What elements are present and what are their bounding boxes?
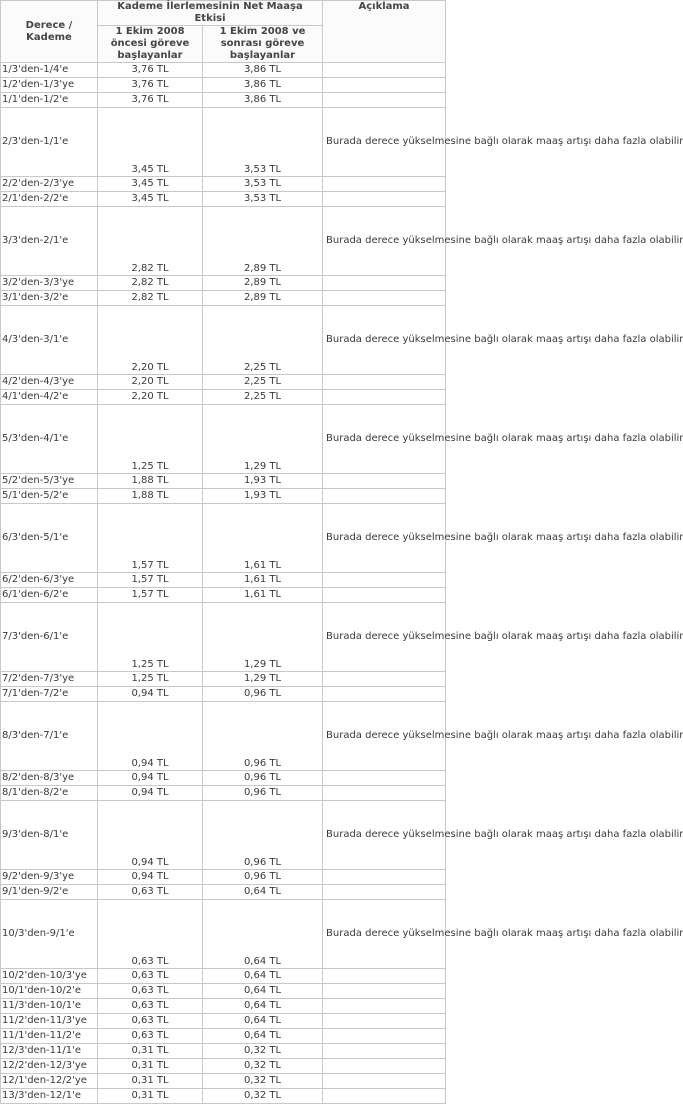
cell-derece-kademe: 2/3'den-1/1'e [1, 108, 98, 177]
cell-aciklama [323, 573, 446, 588]
cell-before-2008: 1,57 TL [98, 504, 203, 573]
cell-derece-kademe: 3/1'den-3/2'e [1, 291, 98, 306]
cell-aciklama [323, 276, 446, 291]
table-row [1, 276, 446, 291]
table-row [1, 588, 446, 603]
cell-aciklama [323, 192, 446, 207]
table-row [1, 108, 446, 177]
cell-aciklama [323, 1014, 446, 1029]
cell-derece-kademe: 2/2'den-2/3'ye [1, 177, 98, 192]
cell-aciklama [323, 1059, 446, 1074]
cell-aciklama: Burada derece yükselmesine bağlı olarak maaş artışı daha fazla olabilir [323, 306, 446, 375]
cell-after-2008: 2,89 TL [203, 276, 323, 291]
cell-after-2008: 0,96 TL [203, 687, 323, 702]
table-row [1, 405, 446, 474]
table-row [1, 63, 446, 78]
cell-before-2008: 2,82 TL [98, 276, 203, 291]
table-row [1, 702, 446, 771]
cell-before-2008: 1,57 TL [98, 573, 203, 588]
cell-before-2008: 0,63 TL [98, 999, 203, 1014]
cell-after-2008: 0,64 TL [203, 999, 323, 1014]
table-row [1, 1029, 446, 1044]
table-row [1, 78, 446, 93]
cell-before-2008: 3,45 TL [98, 192, 203, 207]
cell-before-2008: 0,63 TL [98, 1014, 203, 1029]
cell-aciklama [323, 984, 446, 999]
cell-aciklama [323, 870, 446, 885]
header-after-2008: 1 Ekim 2008 ve sonrası göreve başlayanlar [203, 26, 323, 63]
cell-aciklama: Burada derece yükselmesine bağlı olarak maaş artışı daha fazla olabilir [323, 801, 446, 870]
cell-before-2008: 2,20 TL [98, 390, 203, 405]
cell-after-2008: 1,93 TL [203, 489, 323, 504]
cell-before-2008: 0,63 TL [98, 1029, 203, 1044]
table-row [1, 999, 446, 1014]
cell-derece-kademe: 8/3'den-7/1'e [1, 702, 98, 771]
cell-before-2008: 3,76 TL [98, 93, 203, 108]
table-row [1, 687, 446, 702]
cell-before-2008: 0,31 TL [98, 1044, 203, 1059]
cell-after-2008: 3,53 TL [203, 192, 323, 207]
cell-aciklama [323, 78, 446, 93]
cell-before-2008: 0,63 TL [98, 969, 203, 984]
table-row [1, 93, 446, 108]
table-body [1, 63, 683, 1104]
table-row [1, 375, 446, 390]
cell-derece-kademe: 6/1'den-6/2'e [1, 588, 98, 603]
cell-after-2008: 1,61 TL [203, 573, 323, 588]
table-row [1, 291, 446, 306]
cell-aciklama: Burada derece yükselmesine bağlı olarak maaş artışı daha fazla olabilir [323, 207, 446, 276]
cell-aciklama [323, 291, 446, 306]
cell-derece-kademe: 12/2'den-12/3'ye [1, 1059, 98, 1074]
cell-before-2008: 0,94 TL [98, 801, 203, 870]
cell-derece-kademe: 2/1'den-2/2'e [1, 192, 98, 207]
cell-before-2008: 3,76 TL [98, 63, 203, 78]
cell-before-2008: 0,94 TL [98, 702, 203, 771]
cell-after-2008: 0,32 TL [203, 1089, 323, 1104]
cell-aciklama [323, 885, 446, 900]
cell-derece-kademe: 3/2'den-3/3'ye [1, 276, 98, 291]
cell-before-2008: 0,31 TL [98, 1074, 203, 1089]
cell-derece-kademe: 8/1'den-8/2'e [1, 786, 98, 801]
cell-derece-kademe: 4/1'den-4/2'e [1, 390, 98, 405]
cell-after-2008: 1,93 TL [203, 474, 323, 489]
cell-derece-kademe: 11/1'den-11/2'e [1, 1029, 98, 1044]
cell-after-2008: 0,96 TL [203, 870, 323, 885]
cell-aciklama [323, 63, 446, 78]
cell-derece-kademe: 5/3'den-4/1'e [1, 405, 98, 474]
cell-before-2008: 1,25 TL [98, 672, 203, 687]
cell-after-2008: 0,64 TL [203, 1014, 323, 1029]
header-before-2008: 1 Ekim 2008 öncesi göreve başlayanlar [98, 26, 203, 63]
cell-after-2008: 0,96 TL [203, 801, 323, 870]
cell-aciklama [323, 474, 446, 489]
table-row [1, 1059, 446, 1074]
header-aciklama: Açıklama [323, 1, 446, 63]
cell-aciklama [323, 177, 446, 192]
cell-before-2008: 0,94 TL [98, 870, 203, 885]
cell-derece-kademe: 5/1'den-5/2'e [1, 489, 98, 504]
cell-before-2008: 0,94 TL [98, 786, 203, 801]
header-net-salary-effect: Kademe İlerlemesinin Net Maaşa Etkisi [98, 1, 323, 26]
table-row [1, 474, 446, 489]
cell-derece-kademe: 4/3'den-3/1'e [1, 306, 98, 375]
table-row [1, 603, 446, 672]
table-row [1, 771, 446, 786]
cell-after-2008: 2,25 TL [203, 390, 323, 405]
cell-derece-kademe: 7/1'den-7/2'e [1, 687, 98, 702]
cell-after-2008: 0,64 TL [203, 984, 323, 999]
cell-before-2008: 0,63 TL [98, 984, 203, 999]
cell-derece-kademe: 1/1'den-1/2'e [1, 93, 98, 108]
table-row [1, 306, 446, 375]
cell-aciklama [323, 1029, 446, 1044]
cell-before-2008: 3,76 TL [98, 78, 203, 93]
cell-after-2008: 0,32 TL [203, 1059, 323, 1074]
cell-aciklama [323, 375, 446, 390]
cell-aciklama [323, 1044, 446, 1059]
cell-after-2008: 0,64 TL [203, 900, 323, 969]
cell-derece-kademe: 10/2'den-10/3'ye [1, 969, 98, 984]
cell-aciklama: Burada derece yükselmesine bağlı olarak maaş artışı daha fazla olabilir [323, 603, 446, 672]
cell-before-2008: 0,31 TL [98, 1059, 203, 1074]
cell-before-2008: 1,25 TL [98, 405, 203, 474]
table-row [1, 192, 446, 207]
cell-before-2008: 0,31 TL [98, 1089, 203, 1104]
cell-aciklama [323, 489, 446, 504]
cell-aciklama [323, 672, 446, 687]
cell-after-2008: 0,64 TL [203, 1029, 323, 1044]
cell-after-2008: 0,96 TL [203, 702, 323, 771]
cell-derece-kademe: 10/1'den-10/2'e [1, 984, 98, 999]
cell-before-2008: 0,94 TL [98, 687, 203, 702]
cell-after-2008: 0,32 TL [203, 1044, 323, 1059]
header-derece-kademe: Derece / Kademe [1, 1, 98, 63]
cell-aciklama [323, 786, 446, 801]
table-row [1, 1089, 446, 1104]
cell-after-2008: 1,61 TL [203, 504, 323, 573]
cell-derece-kademe: 7/3'den-6/1'e [1, 603, 98, 672]
cell-derece-kademe: 4/2'den-4/3'ye [1, 375, 98, 390]
cell-aciklama [323, 999, 446, 1014]
cell-after-2008: 0,64 TL [203, 969, 323, 984]
cell-after-2008: 2,89 TL [203, 291, 323, 306]
cell-before-2008: 1,25 TL [98, 603, 203, 672]
cell-derece-kademe: 9/1'den-9/2'e [1, 885, 98, 900]
cell-before-2008: 2,82 TL [98, 207, 203, 276]
cell-after-2008: 0,32 TL [203, 1074, 323, 1089]
cell-after-2008: 3,53 TL [203, 177, 323, 192]
cell-after-2008: 2,25 TL [203, 375, 323, 390]
cell-before-2008: 0,63 TL [98, 900, 203, 969]
cell-after-2008: 0,64 TL [203, 885, 323, 900]
cell-before-2008: 2,20 TL [98, 306, 203, 375]
table-row [1, 801, 446, 870]
cell-derece-kademe: 9/2'den-9/3'ye [1, 870, 98, 885]
cell-aciklama: Burada derece yükselmesine bağlı olarak maaş artışı daha fazla olabilir [323, 900, 446, 969]
table-row [1, 390, 446, 405]
cell-after-2008: 0,96 TL [203, 786, 323, 801]
cell-after-2008: 2,89 TL [203, 207, 323, 276]
cell-aciklama [323, 390, 446, 405]
cell-before-2008: 3,45 TL [98, 108, 203, 177]
cell-before-2008: 1,57 TL [98, 588, 203, 603]
cell-derece-kademe: 11/2'den-11/3'ye [1, 1014, 98, 1029]
cell-derece-kademe: 3/3'den-2/1'e [1, 207, 98, 276]
cell-aciklama [323, 588, 446, 603]
cell-before-2008: 3,45 TL [98, 177, 203, 192]
cell-aciklama [323, 771, 446, 786]
cell-before-2008: 1,88 TL [98, 474, 203, 489]
table-row [1, 489, 446, 504]
cell-aciklama [323, 1089, 446, 1104]
cell-derece-kademe: 8/2'den-8/3'ye [1, 771, 98, 786]
table-row [1, 1044, 446, 1059]
table-row [1, 900, 446, 969]
cell-after-2008: 1,29 TL [203, 672, 323, 687]
cell-before-2008: 1,88 TL [98, 489, 203, 504]
cell-after-2008: 1,29 TL [203, 405, 323, 474]
cell-derece-kademe: 12/3'den-11/1'e [1, 1044, 98, 1059]
table-row [1, 969, 446, 984]
table-row [1, 870, 446, 885]
cell-before-2008: 0,94 TL [98, 771, 203, 786]
cell-after-2008: 1,61 TL [203, 588, 323, 603]
cell-aciklama: Burada derece yükselmesine bağlı olarak maaş artışı daha fazla olabilir [323, 702, 446, 771]
cell-after-2008: 0,96 TL [203, 771, 323, 786]
header-row-1 [1, 1, 446, 26]
cell-after-2008: 1,29 TL [203, 603, 323, 672]
cell-aciklama: Burada derece yükselmesine bağlı olarak maaş artışı daha fazla olabilir [323, 108, 446, 177]
table-row [1, 984, 446, 999]
cell-derece-kademe: 9/3'den-8/1'e [1, 801, 98, 870]
cell-aciklama: Burada derece yükselmesine bağlı olarak maaş artışı daha fazla olabilir [323, 504, 446, 573]
cell-after-2008: 2,25 TL [203, 306, 323, 375]
cell-aciklama [323, 687, 446, 702]
cell-derece-kademe: 12/1'den-12/2'ye [1, 1074, 98, 1089]
cell-derece-kademe: 5/2'den-5/3'ye [1, 474, 98, 489]
cell-aciklama [323, 969, 446, 984]
table-row [1, 573, 446, 588]
table-row [1, 786, 446, 801]
table-row [1, 177, 446, 192]
table-row [1, 207, 446, 276]
cell-aciklama [323, 1074, 446, 1089]
cell-derece-kademe: 13/3'den-12/1'e [1, 1089, 98, 1104]
cell-aciklama: Burada derece yükselmesine bağlı olarak maaş artışı daha fazla olabilir [323, 405, 446, 474]
cell-before-2008: 0,63 TL [98, 885, 203, 900]
cell-before-2008: 2,20 TL [98, 375, 203, 390]
cell-derece-kademe: 10/3'den-9/1'e [1, 900, 98, 969]
cell-after-2008: 3,86 TL [203, 78, 323, 93]
table-row [1, 885, 446, 900]
table-row [1, 1014, 446, 1029]
cell-derece-kademe: 6/2'den-6/3'ye [1, 573, 98, 588]
table-row [1, 504, 446, 573]
cell-derece-kademe: 6/3'den-5/1'e [1, 504, 98, 573]
cell-after-2008: 3,86 TL [203, 93, 323, 108]
table-row [1, 1074, 446, 1089]
cell-derece-kademe: 7/2'den-7/3'ye [1, 672, 98, 687]
cell-after-2008: 3,86 TL [203, 63, 323, 78]
cell-derece-kademe: 11/3'den-10/1'e [1, 999, 98, 1014]
cell-derece-kademe: 1/3'den-1/4'e [1, 63, 98, 78]
cell-before-2008: 2,82 TL [98, 291, 203, 306]
cell-derece-kademe: 1/2'den-1/3'ye [1, 78, 98, 93]
cell-aciklama [323, 93, 446, 108]
cell-after-2008: 3,53 TL [203, 108, 323, 177]
table-row [1, 672, 446, 687]
